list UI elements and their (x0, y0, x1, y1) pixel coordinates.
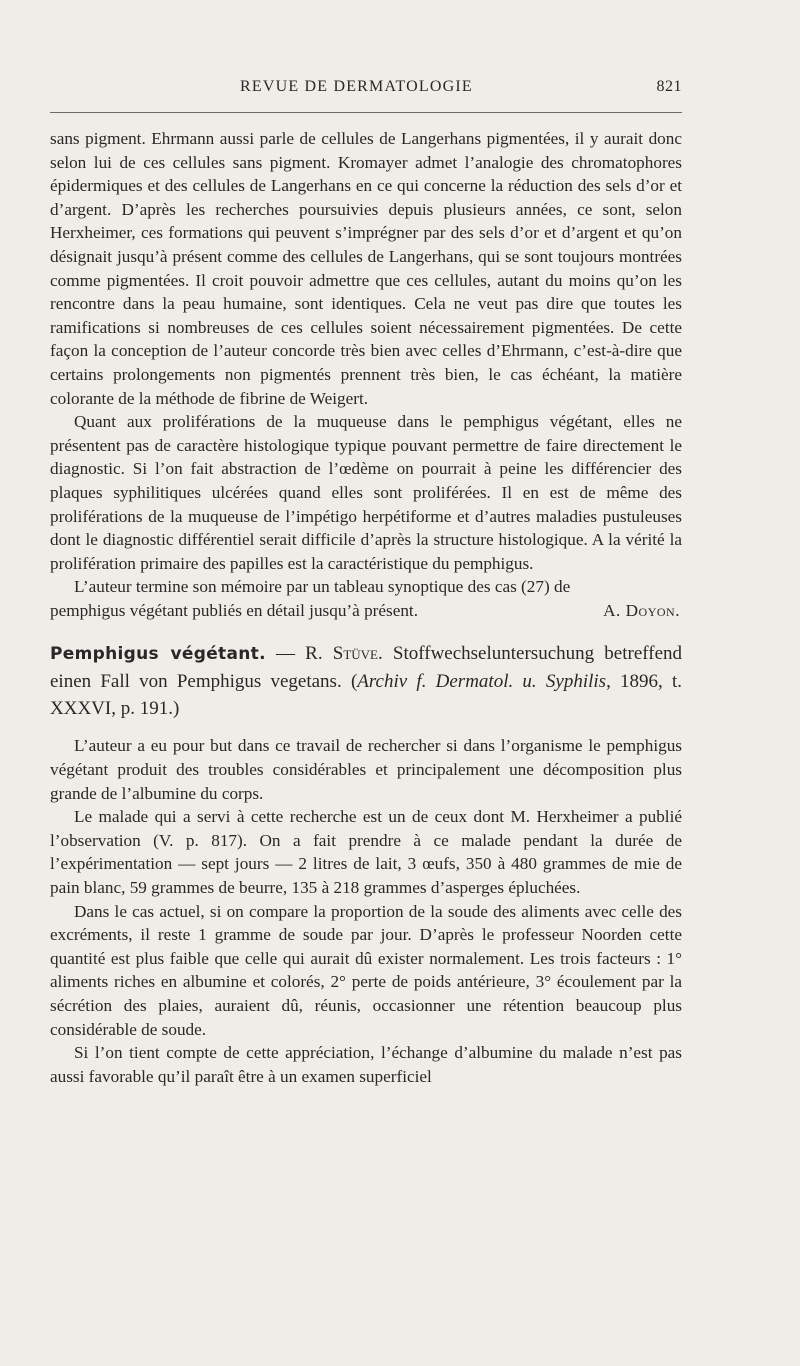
article-author: R. Stüve. (305, 643, 383, 665)
paragraph-conclusion: L’auteur termine son mémoire par un tableau synoptique des cas (27) de (74, 577, 571, 597)
article-headword: Pemphigus végétant. (50, 644, 266, 665)
running-header (50, 78, 682, 108)
body-text (50, 127, 682, 1088)
paragraph-albumine: Si l’on tient compte de cette appréciation, l’échange d’albumine du malade n’est pas aussi favorable qu’il paraît être à un examen superficiel (50, 1043, 682, 1086)
closing-text: pemphigus végétant publiés en détail jusqu’à présent. (50, 600, 419, 620)
article-heading (50, 640, 682, 722)
paragraph-patient: Le malade qui a servi à cette recherche est un de ceux dont M. Herxheimer a publié l’observation (V. p. 817). On a fait prendre à ce malade pendant la durée de l’expérimentation — sept jours — 2 litres de lait, 3 œufs, 350 à 480 grammes de mie de pain blanc, 59 grammes de beurre, 135 à 218 grammes d’asperges épluchées. (50, 807, 682, 898)
paragraph-continued: sans pigment. Ehrmann aussi parle de cellules de Langerhans pigmentées, il y aurait donc selon lui de ces cellules sans pigment. Kromayer admet l’analogie des chromatophores épidermiques et des cellules de Langerhans en ce qui concerne la réduction des sels d’or et d’argent. D’après les recherches poursuivies depuis plusieurs années, ce sont, selon Herxheimer, ces formations qui peuvent s’imprégner par des sels d’or et d’argent et qu’on désignait jusqu’à présent comme des cellules de Langerhans, qui se sont toujours montrées comme pigmentées. Il croit pouvoir admettre que ces cellules, autant du moins qu’on les rencontre dans la peau humaine, sont identiques. Cela ne veut pas dire que toutes les ramifications si nombreuses de ces cellules soient nécessairement pigmentées. De cette façon la conception de l’auteur concorde très bien avec celles d’Ehrmann, c’est-à-dire que certains prolongements non pigmentés prennent très bien, le cas échéant, la matière colorante de la méthode de fibrine de Weigert. (50, 129, 682, 408)
paragraph-muqueuse: Quant aux proliférations de la muqueuse dans le pemphigus végétant, elles ne présentent pas de caractère histologique typique pouvant permettre de faire directement le diagnostic. Si l’on fait abstraction de l’œdème on pourrait à peine les différencier des plaques syphilitiques ulcérées quand elles sont proliférées. Il en est de même des proliférations de la muqueuse de l’impétigo herpétiforme et d’autres maladies pustuleuses dont le diagnostic différentiel serait difficile d’après la structure histologique. A la vérité la prolifération primaire des papilles est la caractéristique du pemphigus. (50, 412, 682, 573)
closing-line (50, 599, 682, 623)
citation-open: ( (350, 671, 358, 693)
citation-details: , 1896, t. XXXVI, p. 191.) (50, 671, 683, 720)
running-title: REVUE DE DERMATOLOGIE (240, 78, 473, 95)
paragraph-soude: Dans le cas actuel, si on compare la proportion de la soude des aliments avec celle des excréments, il reste 1 gramme de soude par jour. D’après le professeur Noorden cette quantité est plus faible que celle qui aurait dû exister normalement. Les trois facteurs : 1° aliments riches en albumine et colorés, 2° perte de poids antérieure, 3° écoulement par la sécrétion des plaies, auraient dû, réunis, occasionner une rétention beaucoup plus considérable de soude. (50, 901, 682, 1039)
paragraph-purpose: L’auteur a eu pour but dans ce travail de rechercher si dans l’organisme le pemphigus végétant produit des troubles considérables et principalement une décomposition plus grande de l’albumine du corps. (50, 736, 682, 803)
journal-name: Archiv f. Dermatol. u. Syphilis (357, 671, 607, 693)
page-number: 821 (656, 78, 682, 95)
author-signature: A. Doyon. (603, 600, 680, 620)
header-rule (50, 112, 682, 113)
heading-dash: — (276, 643, 295, 665)
article-title: Stoffwechseluntersuchung betreffend einen Fall von Pemphigus vegetans. (50, 643, 683, 693)
